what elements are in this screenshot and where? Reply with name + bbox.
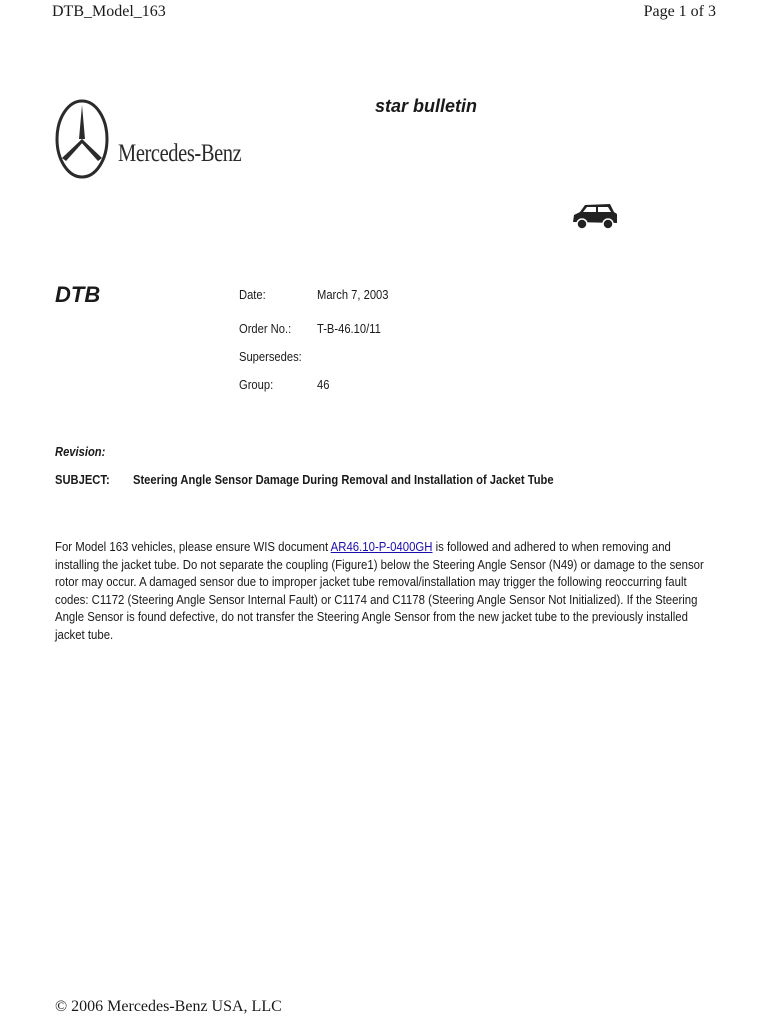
body-line: installing the jacket tube. Do not separate the coupling (Figure1) below the Steering Angle Sensor (N49) or damage to the sensor bbox=[55, 556, 704, 572]
supersedes-label: Supersedes: bbox=[239, 349, 302, 364]
subject-text: Steering Angle Sensor Damage During Removal and Installation of Jacket Tube bbox=[133, 472, 554, 487]
group-label: Group: bbox=[239, 377, 274, 392]
body-line bbox=[55, 538, 671, 556]
body-line: jacket tube. bbox=[55, 626, 114, 642]
order-no-value: T-B-46.10/11 bbox=[317, 321, 381, 336]
revision-label: Revision: bbox=[55, 444, 106, 459]
subject-label: SUBJECT: bbox=[55, 472, 110, 487]
body-text: For Model 163 vehicles, please ensure WIS document bbox=[55, 539, 331, 554]
body-line: codes: C1172 (Steering Angle Sensor Internal Fault) or C1174 and C1178 (Steering Angle Sensor Not Initialized). If the Steering bbox=[55, 591, 698, 607]
body-line: Angle Sensor is found defective, do not transfer the Steering Angle Sensor from the new jacket tube to the previously installed bbox=[55, 609, 688, 625]
order-no-label: Order No.: bbox=[239, 321, 292, 336]
page-number: Page 1 of 3 bbox=[643, 3, 716, 20]
bulletin-title: star bulletin bbox=[375, 96, 478, 116]
mercedes-star-icon bbox=[54, 94, 110, 184]
body-paragraph bbox=[55, 538, 704, 644]
body-line: rotor may occur. A damaged sensor due to improper jacket tube removal/installation may trigger the following reoccurring fault bbox=[55, 574, 687, 590]
body-text: is followed and adhered to when removing and bbox=[432, 539, 671, 554]
date-value: March 7, 2003 bbox=[317, 287, 389, 302]
suv-car-icon bbox=[570, 200, 620, 234]
group-value: 46 bbox=[317, 377, 330, 392]
document-type: DTB bbox=[55, 282, 101, 307]
date-label: Date: bbox=[239, 287, 266, 302]
brand-name: Mercedes-Benz bbox=[118, 140, 242, 167]
wis-document-link[interactable]: AR46.10-P-0400GH bbox=[330, 539, 433, 554]
page-header-title: DTB_Model_163 bbox=[52, 3, 166, 20]
brand-logo bbox=[54, 94, 230, 184]
copyright-notice: © 2006 Mercedes-Benz USA, LLC bbox=[55, 998, 282, 1015]
